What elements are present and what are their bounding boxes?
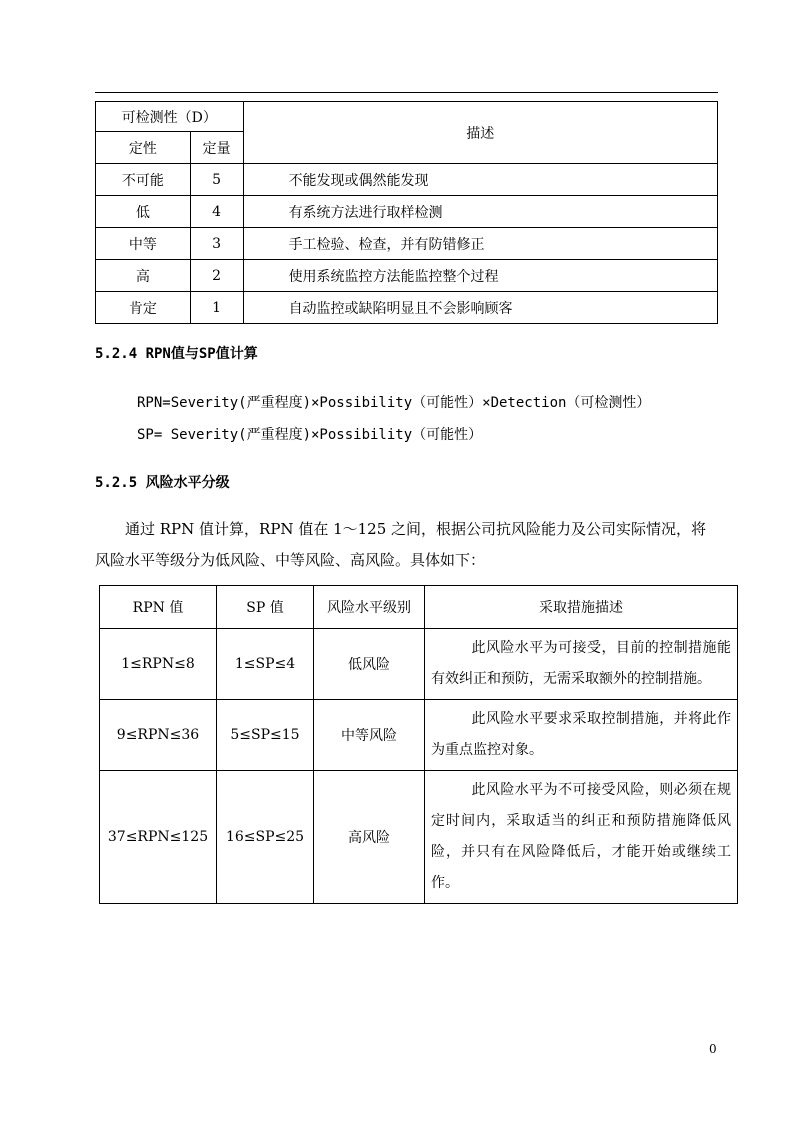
cell-sp: 1≤SP≤4	[217, 629, 314, 700]
cell-description: 自动监控或缺陷明显且不会影响顾客	[243, 292, 717, 324]
cell-qualitative: 中等	[96, 228, 191, 260]
cell-measure-text: 此风险水平为不可接受风险，则必须在规定时间内，采取适当的纠正和预防措施降低风险，并只有在风险降低后，才能开始或继续工作。	[431, 782, 731, 891]
cell-rpn: 9≤RPN≤36	[100, 700, 217, 771]
header-description: 描述	[243, 102, 717, 164]
table-row	[100, 771, 738, 904]
header-rule	[95, 92, 718, 93]
intro-paragraph-text: 通过 RPN 值计算，RPN 值在 1～125 之间，根据公司抗风险能力及公司实际情况，将风险水平等级分为低风险、中等风险、高风险。具体如下：	[95, 520, 707, 569]
cell-quantitative: 2	[190, 260, 243, 292]
detectability-table	[95, 101, 718, 324]
cell-sp: 5≤SP≤15	[217, 700, 314, 771]
cell-quantitative: 3	[190, 228, 243, 260]
cell-measure-text: 此风险水平要求采取控制措施，并将此作为重点监控对象。	[431, 711, 731, 758]
table-row	[96, 196, 718, 228]
cell-rpn: 37≤RPN≤125	[100, 771, 217, 904]
cell-quantitative: 4	[190, 196, 243, 228]
table-row	[96, 260, 718, 292]
cell-risk-level: 高风险	[314, 771, 425, 904]
cell-measure	[425, 771, 738, 904]
cell-risk-level: 中等风险	[314, 700, 425, 771]
cell-sp: 16≤SP≤25	[217, 771, 314, 904]
cell-qualitative: 不可能	[96, 164, 191, 196]
header-measures: 采取措施描述	[425, 586, 738, 629]
intro-paragraph	[95, 514, 720, 576]
risk-level-table	[99, 585, 738, 904]
table-row	[96, 228, 718, 260]
header-quantitative: 定量	[190, 132, 243, 164]
header-sp: SP 值	[217, 586, 314, 629]
cell-description: 使用系统监控方法能监控整个过程	[243, 260, 717, 292]
cell-measure	[425, 629, 738, 700]
cell-risk-level: 低风险	[314, 629, 425, 700]
header-risk-level: 风险水平级别	[314, 586, 425, 629]
table-row	[96, 164, 718, 196]
cell-rpn: 1≤RPN≤8	[100, 629, 217, 700]
cell-quantitative: 1	[190, 292, 243, 324]
formula-rpn: RPN=Severity(严重程度)×Possibility（可能性）×Detection（可检测性）	[137, 395, 651, 411]
formula-sp: SP= Severity(严重程度)×Possibility（可能性）	[137, 427, 483, 443]
cell-quantitative: 5	[190, 164, 243, 196]
table-row	[100, 700, 738, 771]
header-detectability: 可检测性（D）	[96, 102, 244, 132]
cell-measure	[425, 700, 738, 771]
section-heading-525: 5.2.5 风险水平分级	[95, 475, 230, 491]
header-rpn: RPN 值	[100, 586, 217, 629]
header-qualitative: 定性	[96, 132, 191, 164]
cell-qualitative: 高	[96, 260, 191, 292]
cell-description: 有系统方法进行取样检测	[243, 196, 717, 228]
table-row	[96, 292, 718, 324]
cell-qualitative: 肯定	[96, 292, 191, 324]
cell-measure-text: 此风险水平为可接受，目前的控制措施能有效纠正和预防，无需采取额外的控制措施。	[431, 640, 731, 687]
section-heading-524: 5.2.4 RPN值与SP值计算	[95, 346, 258, 362]
page-number: 0	[709, 1042, 717, 1056]
cell-description: 不能发现或偶然能发现	[243, 164, 717, 196]
cell-description: 手工检验、检查，并有防错修正	[243, 228, 717, 260]
cell-qualitative: 低	[96, 196, 191, 228]
table-row	[100, 629, 738, 700]
